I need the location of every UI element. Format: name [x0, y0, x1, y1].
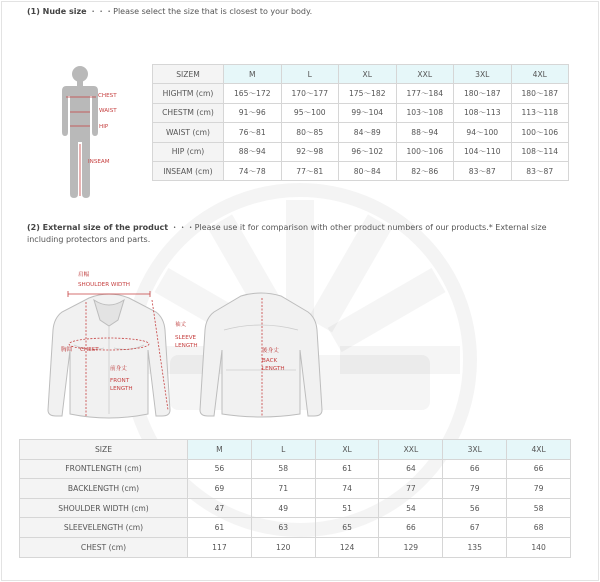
table-cell: 100～106 [511, 123, 569, 142]
table-cell: 91～96 [224, 103, 282, 122]
table-cell: 79 [507, 479, 571, 499]
table-cell: 96～102 [339, 142, 397, 161]
table-cell: 180～187 [454, 84, 512, 103]
front-length-label-1: FRONT [110, 378, 130, 384]
chest-label: CHEST [98, 93, 117, 99]
row-label: BACKLENGTH (cm) [20, 479, 188, 499]
table-cell: 124 [315, 537, 379, 557]
table-cell: 120 [251, 537, 315, 557]
table-cell: 175～182 [339, 84, 397, 103]
external-size-note: Please use it for comparison with other product numbers of our products.* External size including protectors and parts. [27, 223, 547, 244]
header-cell: XXL [396, 65, 454, 84]
table-cell: 113～118 [511, 103, 569, 122]
table-cell: 83～87 [511, 161, 569, 180]
table-cell: 82～86 [396, 161, 454, 180]
table-row [20, 498, 571, 518]
table-cell: 170～177 [281, 84, 339, 103]
table-cell: 65 [315, 518, 379, 538]
jacket-front-figure [44, 290, 174, 422]
table-cell: 177～184 [396, 84, 454, 103]
header-cell: XXL [379, 440, 443, 460]
table-cell: 180～187 [511, 84, 569, 103]
table-cell: 77～81 [281, 161, 339, 180]
nude-size-heading [27, 6, 312, 18]
table-cell: 61 [188, 518, 252, 538]
back-length-label-cn: 後身丈 [262, 348, 279, 354]
header-cell: 4XL [507, 440, 571, 460]
table-cell: 108～113 [454, 103, 512, 122]
table-cell: 94～100 [454, 123, 512, 142]
table-cell: 66 [379, 518, 443, 538]
table-cell: 54 [379, 498, 443, 518]
table-cell: 77 [379, 479, 443, 499]
inseam-label: INSEAM [88, 159, 110, 165]
table-cell: 95～100 [281, 103, 339, 122]
row-label: HIP (cm) [153, 142, 224, 161]
row-label: CHESTM (cm) [153, 103, 224, 122]
waist-label: WAIST [99, 108, 117, 114]
row-label: SLEEVELENGTH (cm) [20, 518, 188, 538]
sleeve-label-2: LENGTH [175, 343, 198, 349]
table-cell: 80～84 [339, 161, 397, 180]
row-label: FRONTLENGTH (cm) [20, 459, 188, 479]
table-row [20, 479, 571, 499]
header-cell: 4XL [511, 65, 569, 84]
table-cell: 117 [188, 537, 252, 557]
header-cell: 3XL [443, 440, 507, 460]
table-cell: 66 [443, 459, 507, 479]
nude-size-note: Please select the size that is closest to your body. [113, 7, 313, 16]
table-cell: 140 [507, 537, 571, 557]
table-cell: 56 [443, 498, 507, 518]
table-row [20, 537, 571, 557]
table-cell: 129 [379, 537, 443, 557]
header-cell: SIZE [20, 440, 188, 460]
table-header-row [153, 65, 569, 84]
table-cell: 63 [251, 518, 315, 538]
row-label: INSEAM (cm) [153, 161, 224, 180]
table-cell: 88～94 [224, 142, 282, 161]
row-label: SHOULDER WIDTH (cm) [20, 498, 188, 518]
table-cell: 58 [507, 498, 571, 518]
header-cell: 3XL [454, 65, 512, 84]
table-cell: 83～87 [454, 161, 512, 180]
chest-ext-label: CHEST [80, 347, 99, 353]
header-cell: L [251, 440, 315, 460]
table-cell: 56 [188, 459, 252, 479]
header-cell: M [188, 440, 252, 460]
nude-size-title: (1) Nude size [27, 7, 87, 16]
table-cell: 74 [315, 479, 379, 499]
table-cell: 51 [315, 498, 379, 518]
table-cell: 135 [443, 537, 507, 557]
body-silhouette-figure [60, 64, 100, 198]
table-cell: 84～89 [339, 123, 397, 142]
header-cell: L [281, 65, 339, 84]
back-length-label-1: BACK [262, 358, 278, 364]
table-cell: 100～106 [396, 142, 454, 161]
table-cell: 49 [251, 498, 315, 518]
table-cell: 99～104 [339, 103, 397, 122]
table-cell: 66 [507, 459, 571, 479]
table-cell: 80～85 [281, 123, 339, 142]
external-size-heading [27, 222, 575, 246]
table-cell: 108～114 [511, 142, 569, 161]
table-cell: 71 [251, 479, 315, 499]
header-cell: XL [339, 65, 397, 84]
row-label: WAIST (cm) [153, 123, 224, 142]
table-cell: 74～78 [224, 161, 282, 180]
table-cell: 76～81 [224, 123, 282, 142]
sleeve-label-1: SLEEVE [175, 335, 197, 341]
table-row [153, 84, 569, 103]
table-cell: 68 [507, 518, 571, 538]
table-row [153, 103, 569, 122]
table-row [20, 459, 571, 479]
table-row [20, 518, 571, 538]
table-cell: 88～94 [396, 123, 454, 142]
shoulder-label-cn: 肩幅 [78, 272, 90, 278]
table-row [153, 123, 569, 142]
table-cell: 67 [443, 518, 507, 538]
sleeve-label-cn: 袖丈 [175, 322, 187, 328]
chest-ext-label-cn: 胸囲 [61, 347, 73, 353]
header-cell: M [224, 65, 282, 84]
external-size-title: (2) External size of the product [27, 223, 169, 232]
shoulder-label: SHOULDER WIDTH [78, 282, 130, 288]
jacket-back-figure [196, 290, 326, 422]
external-size-table [19, 439, 571, 558]
table-cell: 104～110 [454, 142, 512, 161]
table-header-row [20, 440, 571, 460]
table-cell: 61 [315, 459, 379, 479]
table-row [153, 161, 569, 180]
row-label: HIGHTM (cm) [153, 84, 224, 103]
hip-label: HIP [99, 124, 109, 130]
table-cell: 64 [379, 459, 443, 479]
table-cell: 47 [188, 498, 252, 518]
table-cell: 69 [188, 479, 252, 499]
header-cell: SIZEM [153, 65, 224, 84]
back-length-label-2: LENGTH [262, 366, 285, 372]
nude-size-table [152, 64, 569, 181]
table-cell: 79 [443, 479, 507, 499]
table-row [153, 142, 569, 161]
front-length-label-2: LENGTH [110, 386, 133, 392]
table-cell: 165～172 [224, 84, 282, 103]
row-label: CHEST (cm) [20, 537, 188, 557]
nude-size-dots: ・・・ [89, 7, 114, 16]
table-cell: 92～98 [281, 142, 339, 161]
front-length-label-cn: 前身丈 [110, 366, 127, 372]
external-size-dots: ・・・ [170, 223, 195, 232]
header-cell: XL [315, 440, 379, 460]
table-cell: 58 [251, 459, 315, 479]
table-cell: 103～108 [396, 103, 454, 122]
